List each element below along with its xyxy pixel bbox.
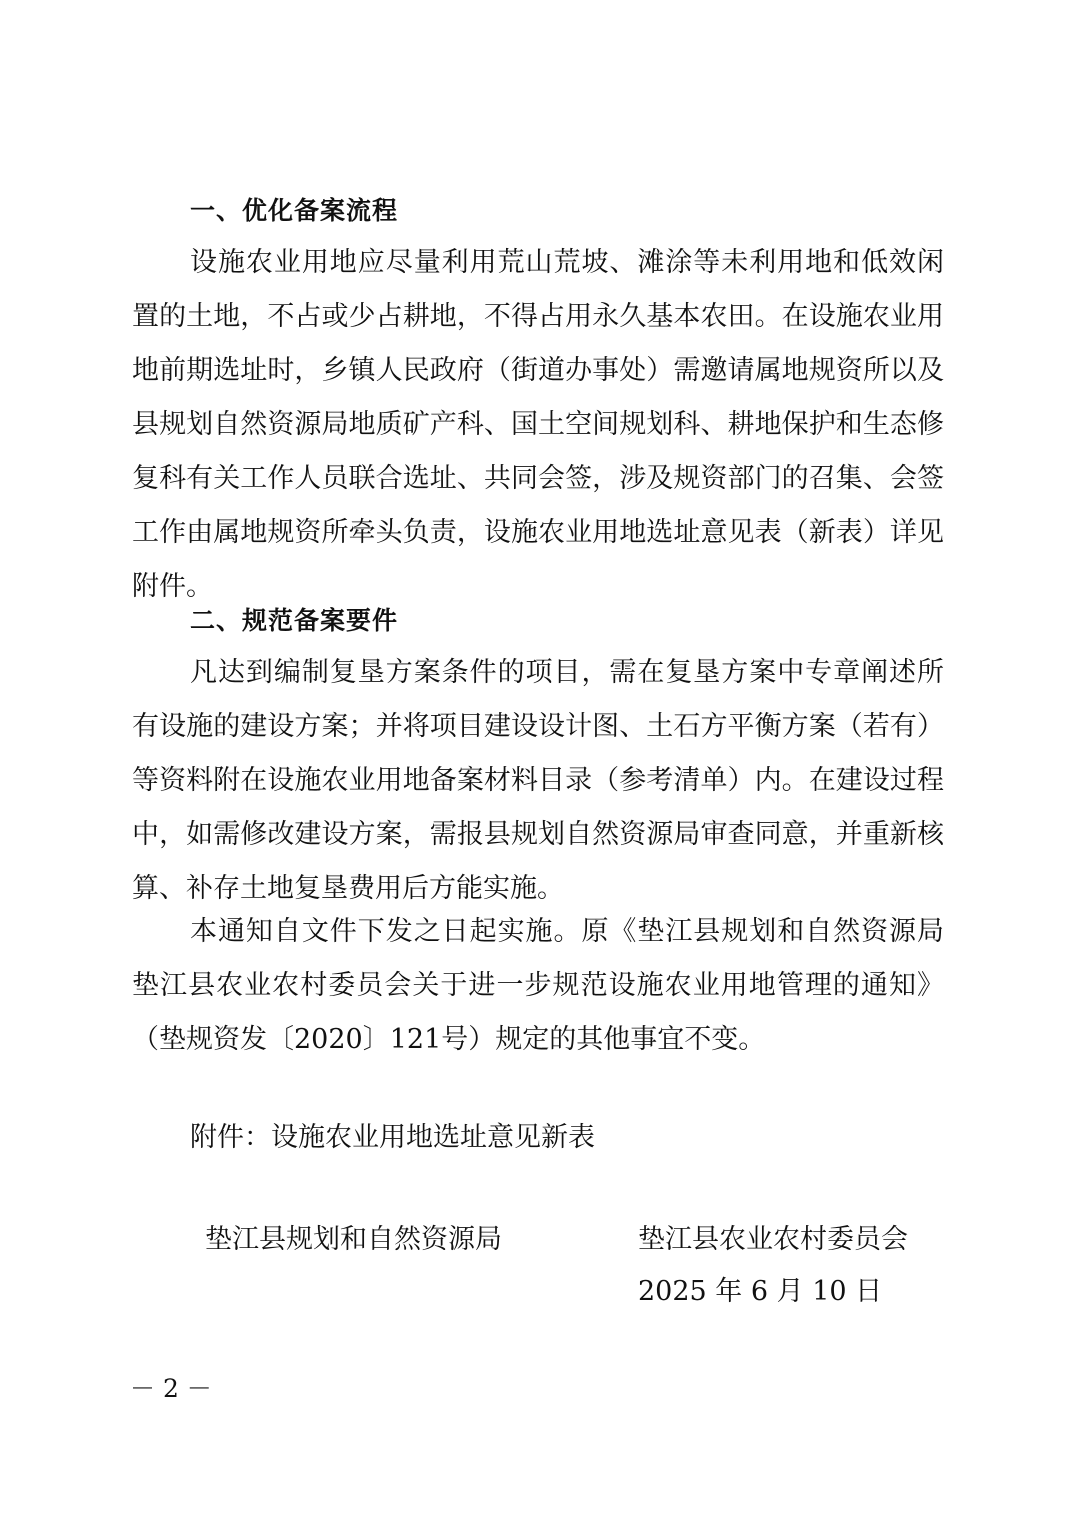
section-heading-1: 一、优化备案流程 <box>190 196 399 225</box>
closing-paragraph: 本通知自文件下发之日起实施。原《垫江县规划和自然资源局 垫江县农业农村委员会关于进一步规范设施农业用地管理的通知》（垫规资发〔2020〕121号）规定的其他事宜不变。 <box>132 916 944 1055</box>
page-number: － 2 － <box>130 1374 212 1403</box>
section-heading-2: 二、规范备案要件 <box>190 606 399 635</box>
section-body-1: 设施农业用地应尽量利用荒山荒坡、滩涂等未利用地和低效闲置的土地，不占或少占耕地，不得占用永久基本农田。在设施农业用地前期选址时，乡镇人民政府（街道办事处）需邀请属地规资所以及县规划自然资源局地质矿产科、国土空间规划科、耕地保护和生态修复科有关工作人员联合选址、共同会签，涉及规资部门的召集、会签工作由属地规资所牵头负责，设施农业用地选址意见表（新表）详见附件。 <box>132 247 944 602</box>
signature-left: 垫江县规划和自然资源局 <box>205 1224 502 1255</box>
attachment-note: 附件：设施农业用地选址意见新表 <box>190 1122 595 1153</box>
issue-date: 2025 年 6 月 10 日 <box>638 1276 883 1307</box>
signature-right: 垫江县农业农村委员会 <box>638 1224 908 1255</box>
section-body-2: 凡达到编制复垦方案条件的项目，需在复垦方案中专章阐述所有设施的建设方案；并将项目建设设计图、土石方平衡方案（若有）等资料附在设施农业用地备案材料目录（参考清单）内。在建设过程中，如需修改建设方案，需报县规划自然资源局审查同意，并重新核算、补存土地复垦费用后方能实施。 <box>132 657 944 904</box>
